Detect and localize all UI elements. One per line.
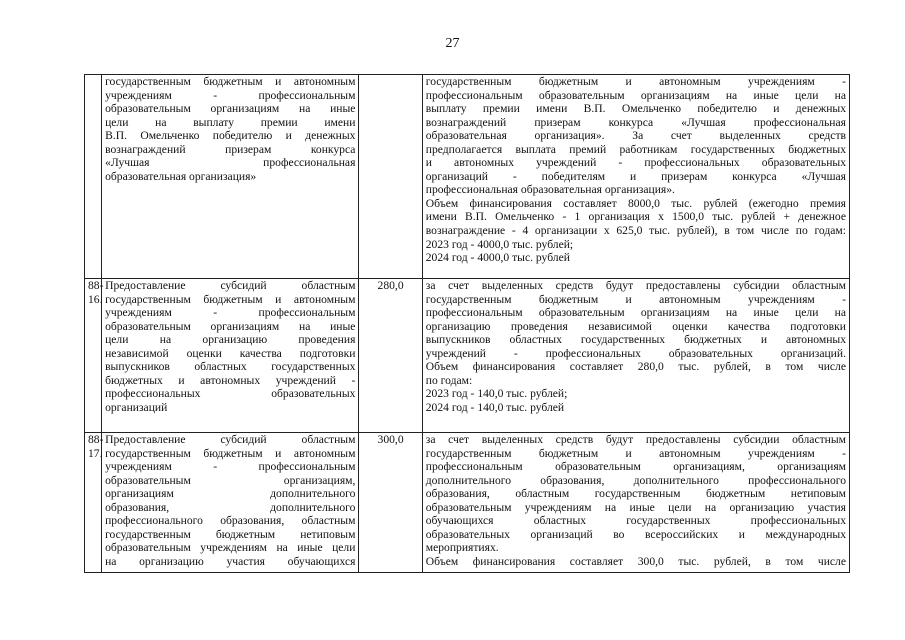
measure-name-line: организаций bbox=[105, 400, 168, 414]
measure-name-line: образовательным учреждениям на иные цели bbox=[105, 541, 356, 555]
description-line: Объем финансирования составляет 280,0 тыс. рублей, в том числе bbox=[425, 360, 846, 374]
measure-name-line: профессионального образования, областным bbox=[105, 514, 356, 528]
description-line: профессиональным образовательным организациям, организациям bbox=[425, 460, 846, 474]
table-row bbox=[85, 75, 850, 279]
measure-name-line: Предоставление субсидий областным bbox=[105, 433, 356, 446]
measure-name-line: бюджетных и автономных учреждений - bbox=[105, 373, 356, 387]
description-line: 2023 год - 4000,0 тыс. рублей; bbox=[425, 237, 574, 251]
description-line: мероприятиях. bbox=[425, 541, 499, 555]
measure-name-line: государственным бюджетным и автономным bbox=[105, 292, 356, 306]
measure-name-line: независимой оценки качества подготовки bbox=[105, 346, 356, 360]
description-line: профессиональным образовательным организациям на иные цели на bbox=[425, 88, 846, 102]
row-number-cell bbox=[85, 75, 102, 279]
amount-cell: 300,0 bbox=[359, 433, 422, 573]
description-line: 2024 год - 4000,0 тыс. рублей bbox=[425, 251, 570, 265]
description-line: образовательным учреждениям на иные цели на организацию участия bbox=[425, 500, 846, 514]
row-number-cell: 88-16. bbox=[85, 279, 102, 433]
description-line: вознаграждений призерам конкурса «Лучшая профессиональная bbox=[425, 115, 846, 129]
measure-name-line: организациям дополнительного bbox=[105, 487, 356, 501]
measure-name-line: учреждениям - профессиональным bbox=[105, 460, 356, 474]
amount-cell bbox=[359, 75, 422, 279]
description-line: Объем финансирования составляет 8000,0 тыс. рублей (ежегодно премия bbox=[425, 196, 846, 210]
description-line: обучающихся областных государственных профессиональных bbox=[425, 514, 846, 528]
measure-name-line: образования, дополнительного bbox=[105, 500, 356, 514]
description-line: за счет выделенных средств будут предоставлены субсидии областным bbox=[425, 279, 846, 292]
description-line: выпускников областных государственных бюджетных и автономных bbox=[425, 333, 846, 347]
measure-name-line: государственным бюджетным нетиповым bbox=[105, 527, 356, 541]
measure-name-line: Предоставление субсидий областным bbox=[105, 279, 356, 292]
measure-name-line: В.П. Омельченко победителю и денежных bbox=[105, 129, 356, 143]
page-number: 27 bbox=[445, 36, 460, 51]
measure-name-line: учреждениям - профессиональным bbox=[105, 306, 356, 320]
measure-name-line: государственным бюджетным и автономным bbox=[105, 75, 356, 88]
description-line: Объем финансирования составляет 300,0 тыс. рублей, в том числе bbox=[425, 554, 846, 568]
description-line: образовательная организация». За счет выделенных средств bbox=[425, 129, 846, 143]
table-row bbox=[85, 433, 850, 573]
description-line: дополнительного образования, дополнительного профессионального bbox=[425, 473, 846, 487]
description-cell bbox=[422, 433, 849, 573]
measure-name-line: государственным бюджетным и автономным bbox=[105, 446, 356, 460]
measure-name-line: цели на организацию проведения bbox=[105, 333, 356, 347]
description-line: организацию проведения независимой оценки качества подготовки bbox=[425, 319, 846, 333]
description-line: выплату премии имени В.П. Омельченко победителю и денежных bbox=[425, 102, 846, 116]
measure-name-line: «Лучшая профессиональная bbox=[105, 156, 356, 170]
description-line: учреждений - профессиональных образовательных организаций. bbox=[425, 346, 846, 360]
description-line: государственным бюджетным и автономным учреждениям - bbox=[425, 75, 846, 88]
measure-name-line: образовательным организациям на иные bbox=[105, 102, 356, 116]
amount-cell: 280,0 bbox=[359, 279, 422, 433]
measure-name-line: образовательным организациям на иные bbox=[105, 319, 356, 333]
description-line: 2023 год - 140,0 тыс. рублей; bbox=[425, 387, 568, 401]
description-line: 2024 год - 140,0 тыс. рублей bbox=[425, 400, 565, 414]
description-line: образования, областным государственным бюджетным нетиповым bbox=[425, 487, 846, 501]
measure-name-line: профессиональных образовательных bbox=[105, 387, 356, 401]
description-cell bbox=[422, 75, 849, 279]
table-row bbox=[85, 279, 850, 433]
row-number-cell: 88-17. bbox=[85, 433, 102, 573]
measure-name-line: образовательным организациям, bbox=[105, 473, 356, 487]
description-line: государственным бюджетным и автономным учреждениям - bbox=[425, 292, 846, 306]
description-line: профессиональным образовательным организациям на иные цели на bbox=[425, 306, 846, 320]
description-line: и автономных учреждений - профессиональных образовательных bbox=[425, 156, 846, 170]
description-line: профессиональная образовательная организация». bbox=[425, 183, 675, 197]
measure-name-line: учреждениям - профессиональным bbox=[105, 88, 356, 102]
description-line: вознаграждение - 4 организации х 625,0 тыс. рублей), в том числе по годам: bbox=[425, 224, 846, 238]
description-line: предполагается выплата премий работникам государственных бюджетных bbox=[425, 142, 846, 156]
description-line: государственным бюджетным и автономным учреждениям - bbox=[425, 446, 846, 460]
program-table bbox=[84, 74, 850, 573]
measure-name-line: на организацию участия обучающихся bbox=[105, 554, 356, 568]
description-cell bbox=[422, 279, 849, 433]
measure-name-cell bbox=[102, 433, 359, 573]
measure-name-cell bbox=[102, 75, 359, 279]
measure-name-line: образовательная организация» bbox=[105, 169, 257, 183]
measure-name-cell bbox=[102, 279, 359, 433]
description-line: за счет выделенных средств будут предоставлены субсидии областным bbox=[425, 433, 846, 446]
description-line: образовательных организаций во всероссийских и международных bbox=[425, 527, 846, 541]
description-line: по годам: bbox=[425, 373, 473, 387]
measure-name-line: цели на выплату премии имени bbox=[105, 115, 356, 129]
measure-name-line: вознаграждений призерам конкурса bbox=[105, 142, 356, 156]
description-line: организаций - победителям и призерам конкурса «Лучшая bbox=[425, 169, 846, 183]
measure-name-line: выпускников областных государственных bbox=[105, 360, 356, 374]
description-line: имени В.П. Омельченко - 1 организация х 1500,0 тыс. рублей + денежное bbox=[425, 210, 846, 224]
